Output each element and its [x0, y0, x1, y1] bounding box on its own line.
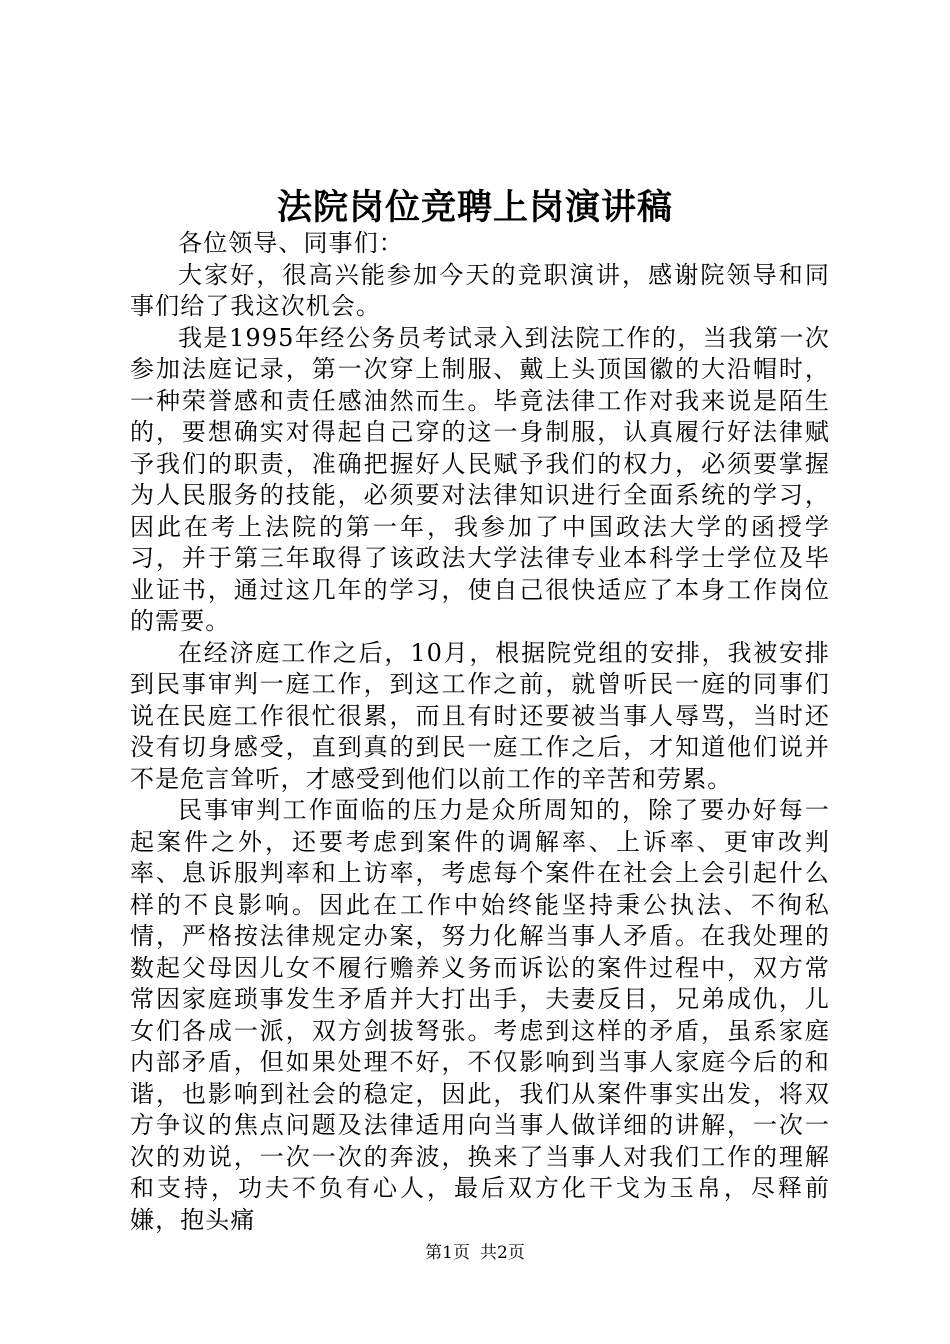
body-paragraph: 我是1995年经公务员考试录入到法院工作的，当我第一次参加法庭记录，第一次穿上制服、戴上头顶国徽的大沿帽时，一种荣誉感和责任感油然而生。毕竟法律工作对我来说是陌生的，要想确实对得起自己穿的这一身制服，认真履行好法律赋予我们的职责，准确把握好人民赋予我们的权力，必须要掌握为人民服务的技能，必须要对法律知识进行全面系统的学习，因此在考上法院的第一年，我参加了中国政法大学的函授学习，并于第三年取得了该政法大学法律专业本科学士学位及毕业证书，通过这几年的学习，使自己很快适应了本身工作岗位的需要。	[130, 323, 830, 635]
page-footer	[0, 1241, 950, 1265]
body-paragraph: 在经济庭工作之后，10月，根据院党组的安排，我被安排到民事审判一庭工作，到这工作之前，就曾听民一庭的同事们说在民庭工作很忙很累，而且有时还要被当事人辱骂，当时还没有切身感受，直到真的到民一庭工作之后，才知道他们说并不是危言耸听，才感受到他们以前工作的辛苦和劳累。	[130, 638, 830, 793]
page-number-total: 共2页	[480, 1243, 525, 1263]
body-paragraph: 大家好，很高兴能参加今天的竞职演讲，感谢院领导和同事们给了我这次机会。	[130, 260, 830, 320]
document-title: 法院岗位竞聘上岗演讲稿	[276, 187, 673, 228]
document-body	[130, 228, 830, 1236]
salutation-paragraph: 各位领导、同事们：	[178, 229, 404, 257]
page-number-current: 第1页	[425, 1243, 470, 1263]
body-paragraph: 民事审判工作面临的压力是众所周知的，除了要办好每一起案件之外，还要考虑到案件的调解率、上诉率、更审改判率、息诉服判率和上访率，考虑每个案件在社会上会引起什么样的不良影响。因此在工作中始终能坚持秉公执法、不徇私情，严格按法律规定办案，努力化解当事人矛盾。在我处理的数起父母因儿女不履行赡养义务而诉讼的案件过程中，双方常常因家庭琐事发生矛盾并大打出手，夫妻反目，兄弟成仇，儿女们各成一派，双方剑拔弩张。考虑到这样的矛盾，虽系家庭内部矛盾，但如果处理不好，不仅影响到当事人家庭今后的和谐，也影响到社会的稳定，因此，我们从案件事实出发，将双方争议的焦点问题及法律适用向当事人做详细的讲解，一次一次的劝说，一次一次的奔波，换来了当事人对我们工作的理解和支持，功夫不负有心人，最后双方化干戈为玉帛，尽释前嫌，抱头痛	[130, 796, 830, 1234]
